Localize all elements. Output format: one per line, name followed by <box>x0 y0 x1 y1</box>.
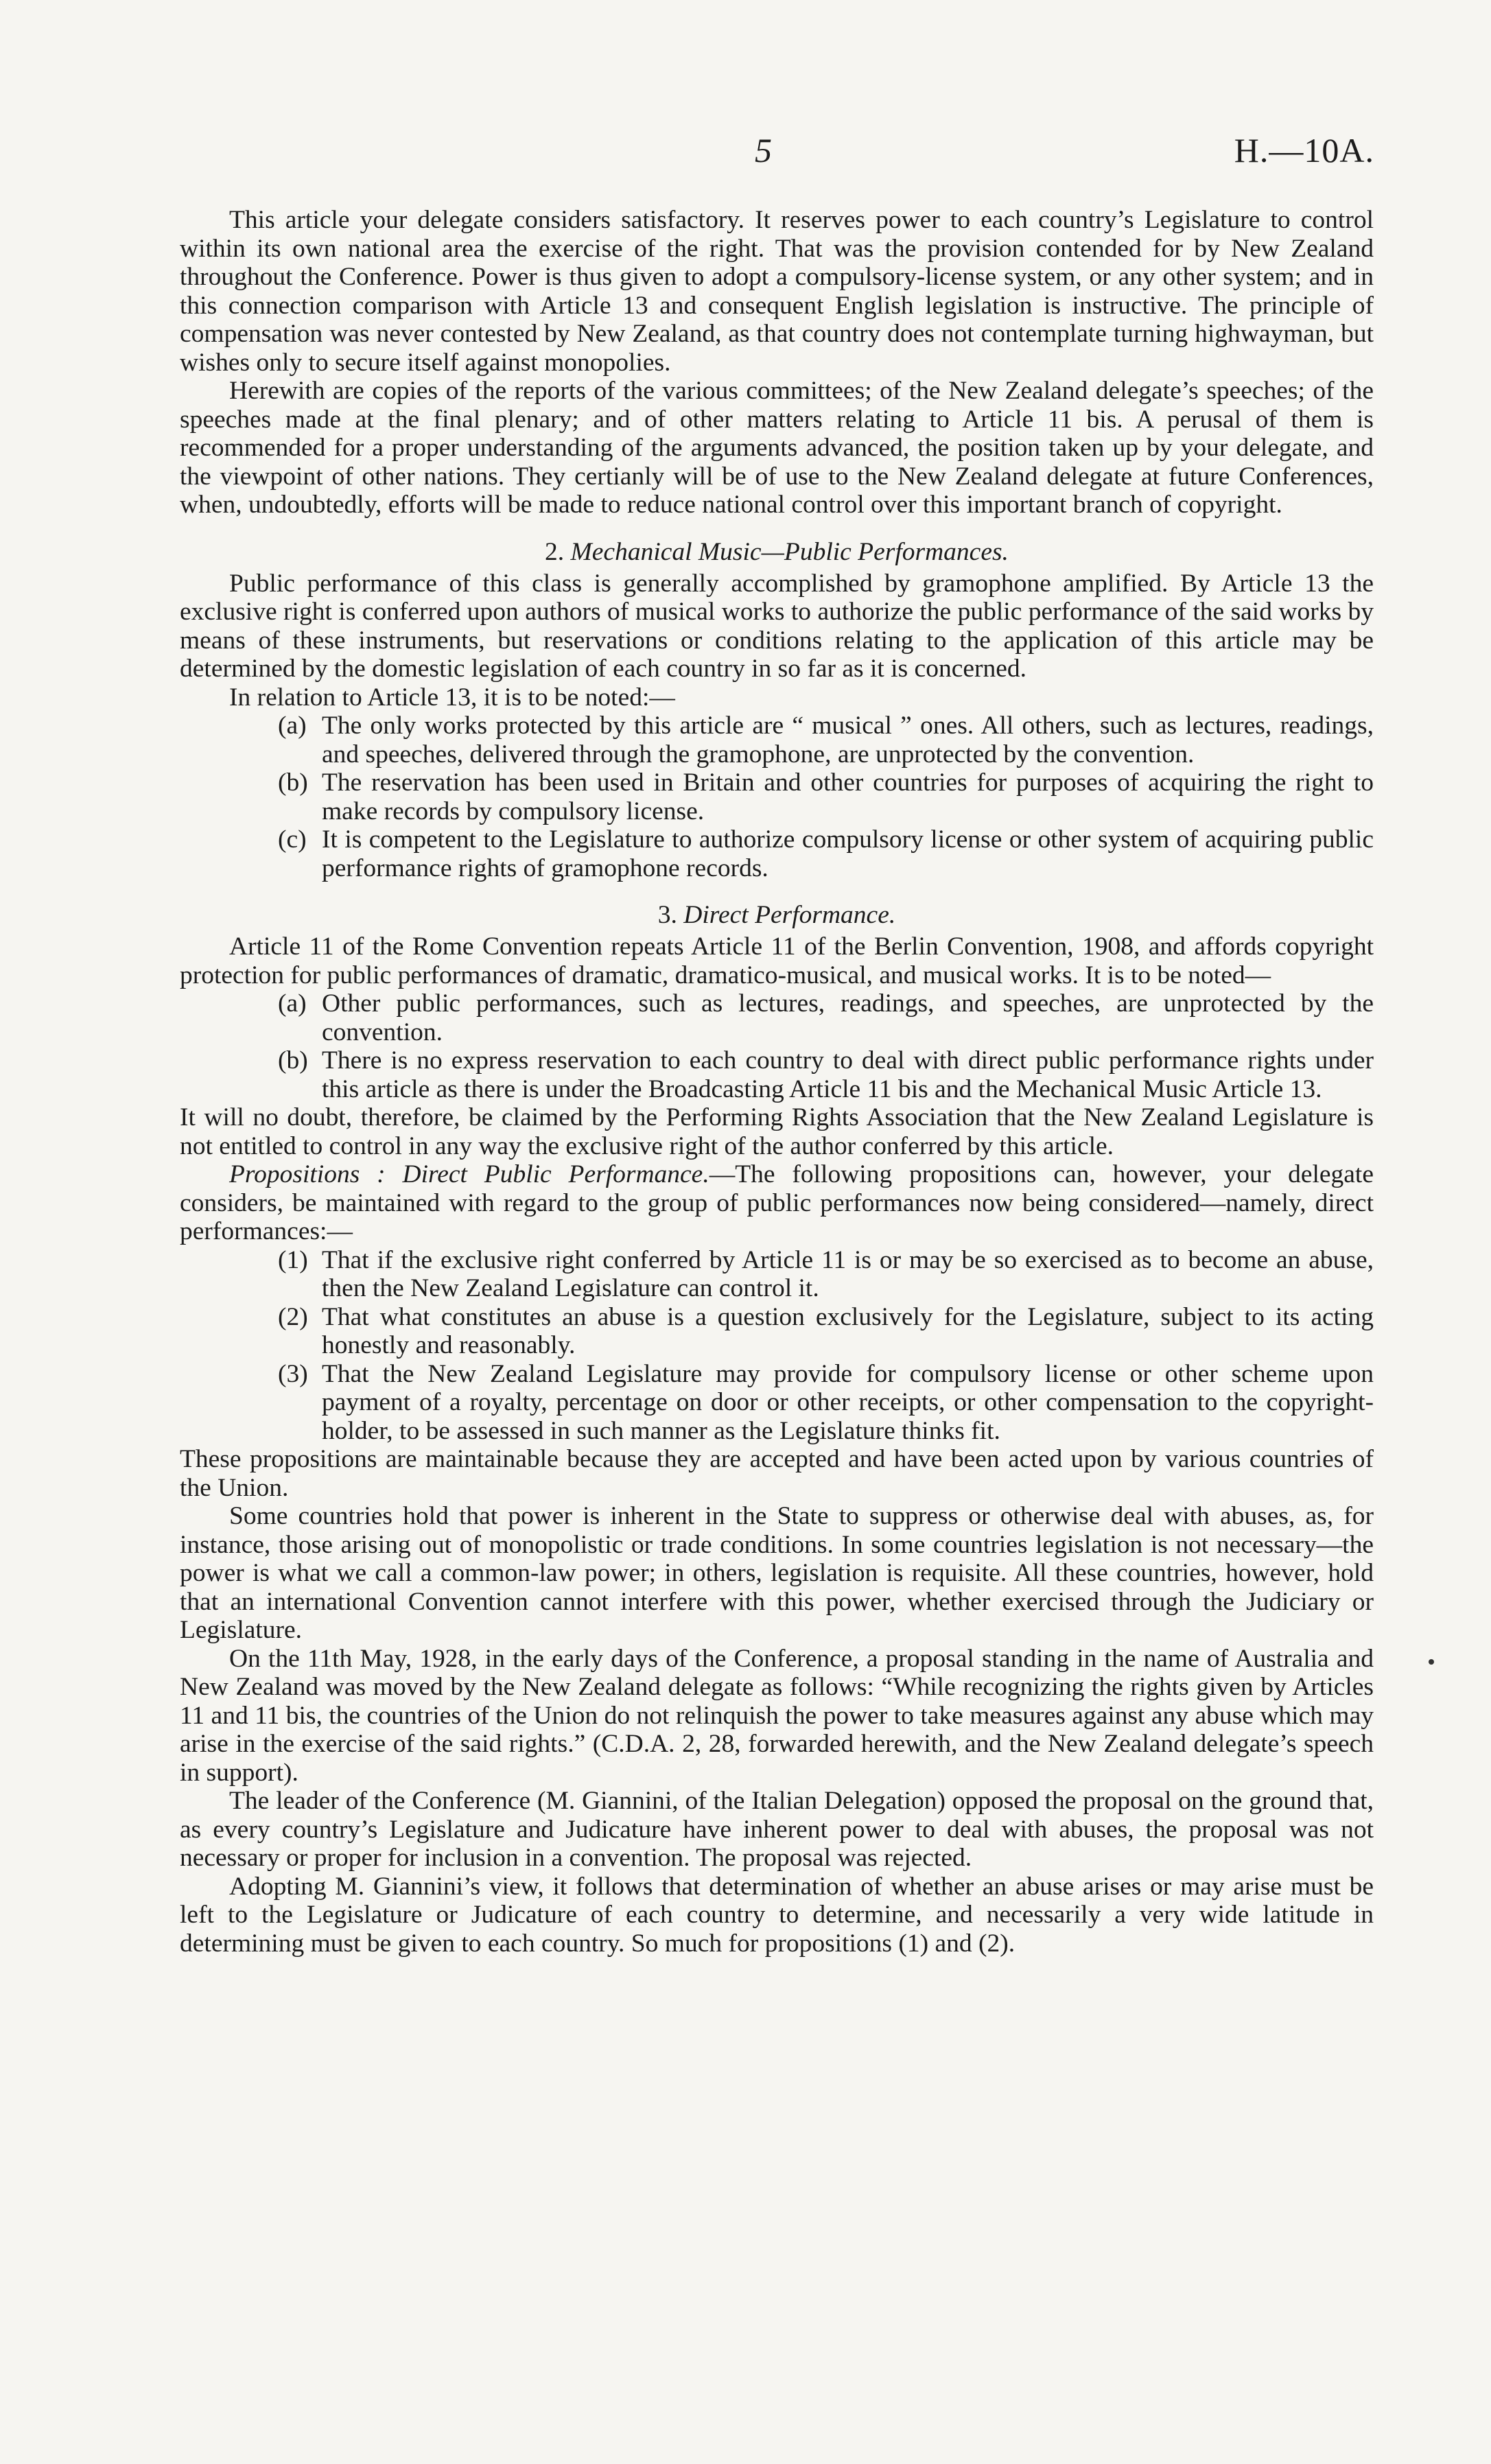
section-title: Mechanical Music—Public Performances. <box>570 537 1009 566</box>
paragraph: Adopting M. Giannini’s view, it follows that determination of whether an abuse arises or may arise must be left to the Legislature or Judicature of each country to determine, and necessarily a very wide latitude in determining must be given to each country. So much for propositions (1) and (2). <box>180 1872 1374 1958</box>
page-number: 5 <box>755 131 772 169</box>
paragraph: Public performance of this class is generally accomplished by gramophone amplified. By Article 13 the exclusive right is conferred upon authors of musical works to authorize the public performance of the said works by means of these instruments, but reservations or conditions relating to the application of this article may be determined by the domestic legislation of each country in so far as it is concerned. <box>180 569 1374 683</box>
list-item-text: That what constitutes an abuse is a question exclusively for the Legislature, subject to its acting honestly and reasonably. <box>322 1302 1374 1359</box>
list-item <box>180 825 1374 882</box>
propositions-intro: —The following propositions can, however, your delegate considers, be maintained with regard to the group of public performances now being considered—namely, direct performances:— <box>180 1160 1374 1245</box>
paragraph: In relation to Article 13, it is to be noted:— <box>229 683 675 712</box>
section-heading <box>180 900 1374 930</box>
section-number: 2. <box>545 537 565 566</box>
list-marker: (c) <box>278 825 307 854</box>
section-title: Direct Performance. <box>683 901 896 929</box>
propositions-paragraph <box>180 1160 1374 1246</box>
lettered-list <box>180 712 1374 882</box>
list-item <box>180 989 1374 1046</box>
list-marker: (2) <box>278 1302 308 1331</box>
propositions-heading: Propositions : Direct Public Performance. <box>229 1160 709 1188</box>
list-marker: (1) <box>278 1245 308 1274</box>
list-item-text: The only works protected by this article are “ musical ” ones. All others, such as lectures, readings, and speeches, delivered through the gramophone, are unprotected by the convention. <box>322 712 1374 768</box>
list-item-text: That the New Zealand Legislature may provide for compulsory license or other scheme upon payment of a royalty, percentage on door or other receipts, or other compensation to the copyright-holder, to be assessed in such manner as the Legislature thinks fit. <box>322 1359 1374 1445</box>
document-reference: H.—10A. <box>1234 131 1374 169</box>
list-marker: (b) <box>278 1046 308 1075</box>
list-item <box>180 1360 1374 1446</box>
list-item <box>180 1303 1374 1360</box>
paragraph: These propositions are maintainable because they are accepted and have been acted upon by various countries of the Union. <box>180 1445 1374 1502</box>
list-item-text: Other public performances, such as lectures, readings, and speeches, are unprotected by the convention. <box>322 989 1374 1046</box>
paragraph: It will no doubt, therefore, be claimed by the Performing Rights Association that the New Zealand Legislature is not entitled to control in any way the exclusive right of the author conferred by this article. <box>180 1103 1374 1160</box>
lettered-list <box>180 989 1374 1103</box>
list-marker: (a) <box>278 712 307 740</box>
paragraph: The leader of the Conference (M. Giannini, of the Italian Delegation) opposed the proposal on the ground that, as every country’s Legislature and Judicature have inherent power to deal with abuses, the proposal was not necessary or proper for inclusion in a convention. The proposal was rejected. <box>180 1787 1374 1872</box>
paragraph: Some countries hold that power is inherent in the State to suppress or otherwise deal with abuses, as, for instance, those arising out of monopolistic or trade conditions. In some countries legislation is not necessary—the power is what we call a common-law power; in others, legislation is requisite. All these countries, however, hold that an international Convention cannot interfere with this power, whether exercised through the Judiciary or Legislature. <box>180 1502 1374 1644</box>
list-item-text: The reservation has been used in Britain and other countries for purposes of acquiring the right to make records by compulsory license. <box>322 768 1374 825</box>
document-body <box>180 206 1374 1958</box>
list-marker: (a) <box>278 989 307 1018</box>
list-marker: (b) <box>278 768 308 797</box>
paragraph: Article 11 of the Rome Convention repeats Article 11 of the Berlin Convention, 1908, and affords copyright protection for public performances of dramatic, dramatico-musical, and musical works. It is to be noted— <box>180 932 1374 989</box>
paragraph: This article your delegate considers satisfactory. It reserves power to each country’s Legislature to control within its own national area the exercise of the right. That was the provision contended for by New Zealand throughout the Conference. Power is thus given to adopt a compulsory-license system, or any other system; and in this connection comparison with Article 13 and consequent English legislation is instructive. The principle of compensation was never contested by New Zealand, as that country does not contemplate turning highwayman, but wishes only to secure itself against monopolies. <box>180 206 1374 377</box>
page-header <box>0 130 1491 185</box>
section-heading <box>180 537 1374 567</box>
margin-mark <box>1429 1659 1434 1665</box>
list-item <box>180 1246 1374 1303</box>
list-item <box>180 768 1374 825</box>
list-item-text: That if the exclusive right conferred by Article 11 is or may be so exercised as to become an abuse, then the New Zealand Legislature can control it. <box>322 1245 1374 1302</box>
list-marker: (3) <box>278 1359 308 1388</box>
paragraph: Herewith are copies of the reports of the various committees; of the New Zealand delegate’s speeches; of the speeches made at the final plenary; and of other matters relating to Article 11 bis. A perusal of them is recommended for a proper understanding of the arguments advanced, the position taken up by your delegate, and the viewpoint of other nations. They certianly will be of use to the New Zealand delegate at future Conferences, when, undoubtedly, efforts will be made to reduce national control over this important branch of copyright. <box>180 377 1374 519</box>
paragraph: On the 11th May, 1928, in the early days of the Conference, a proposal standing in the name of Australia and New Zealand was moved by the New Zealand delegate as follows: “While recognizing the rights given by Articles 11 and 11 bis, the countries of the Union do not relinquish the power to take measures against any abuse which may arise in the exercise of the said rights.” (C.D.A. 2, 28, forwarded herewith, and the New Zealand delegate’s speech in support). <box>180 1644 1374 1787</box>
list-item-text: It is competent to the Legislature to authorize compulsory license or other system of acquiring public performance rights of gramophone records. <box>322 825 1374 882</box>
list-item <box>180 712 1374 768</box>
section-number: 3. <box>657 901 677 929</box>
numbered-list <box>180 1246 1374 1446</box>
list-item <box>180 1046 1374 1103</box>
list-item-text: There is no express reservation to each country to deal with direct public performance rights under this article as there is under the Broadcasting Article 11 bis and the Mechanical Music Article 13. <box>322 1046 1374 1103</box>
